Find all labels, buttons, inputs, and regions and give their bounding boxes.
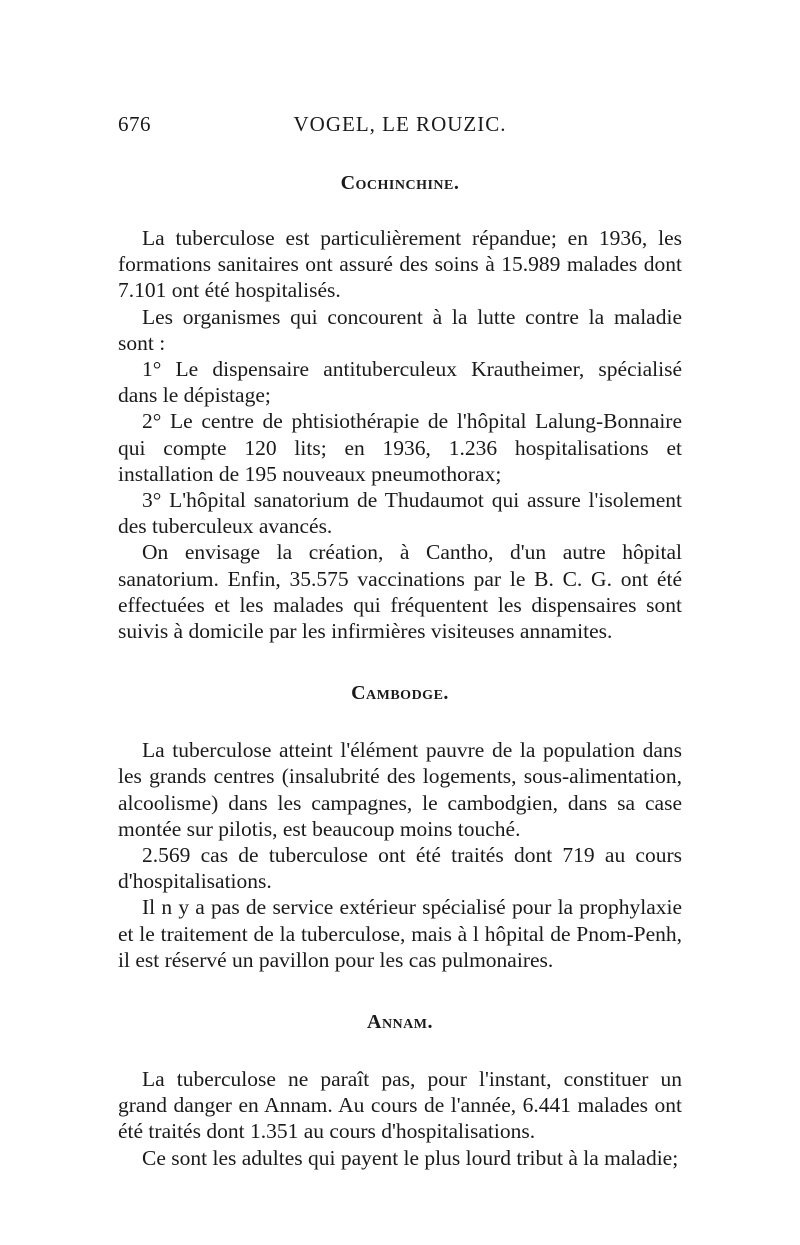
paragraph: On envisage la création, à Cantho, d'un autre hôpital sanatorium. Enfin, 35.575 vaccinations par le B. C. G. ont été effectuées et les malades qui fréquentent les dispensaires sont suivis à domicile par les infirmières visiteuses annamites.	[118, 540, 682, 644]
running-head-authors: VOGEL, LE ROUZIC.	[293, 112, 507, 136]
paragraph: 2.569 cas de tuberculose ont été traités dont 719 au cours d'hospitalisations.	[118, 843, 682, 894]
paragraph: La tuberculose atteint l'élément pauvre de la population dans les grands centres (insalubrité des logements, sous-alimentation, alcoolisme) dans les campagnes, le cambodgien, dans sa case montée sur pilotis, est beaucoup moins touché.	[118, 738, 682, 841]
section-heading-cochinchine: Cochinchine.	[340, 172, 460, 194]
paragraph: La tuberculose ne paraît pas, pour l'instant, constituer un grand danger en Annam. Au cours de l'année, 6.441 malades ont été traités dont 1.351 au cours d'hospitalisations.	[118, 1067, 682, 1144]
paragraph: La tuberculose est particulièrement répandue; en 1936, les formations sanitaires ont assuré des soins à 15.989 malades dont 7.101 ont été hospitalisés.	[118, 226, 682, 303]
running-head	[118, 112, 682, 142]
paragraph: Les organismes qui concourent à la lutte contre la maladie sont :	[118, 304, 682, 355]
paragraph: Ce sont les adultes qui payent le plus lourd tribut à la maladie;	[142, 1145, 679, 1170]
list-item: 1° Le dispensaire antituberculeux Krautheimer, spécialisé dans le dépistage;	[118, 357, 682, 408]
paragraph: Il n y a pas de service extérieur spécialisé pour la prophylaxie et le traitement de la tuberculose, mais à l hôpital de Pnom-Penh, il est réservé un pavillon pour les cas pulmonaires.	[118, 895, 682, 972]
list-item: 2° Le centre de phtisiothérapie de l'hôpital Lalung-Bonnaire qui compte 120 lits; en 1936, 1.236 hospitalisations et installation de 195 nouveaux pneumothorax;	[118, 409, 682, 486]
list-item: 3° L'hôpital sanatorium de Thudaumot qui assure l'isolement des tuberculeux avancés.	[118, 488, 682, 539]
page-number: 676	[118, 112, 151, 136]
page	[118, 112, 682, 1171]
section-heading-annam: Annam.	[367, 1011, 433, 1034]
section-heading-cambodge: Cambodge.	[351, 682, 449, 705]
